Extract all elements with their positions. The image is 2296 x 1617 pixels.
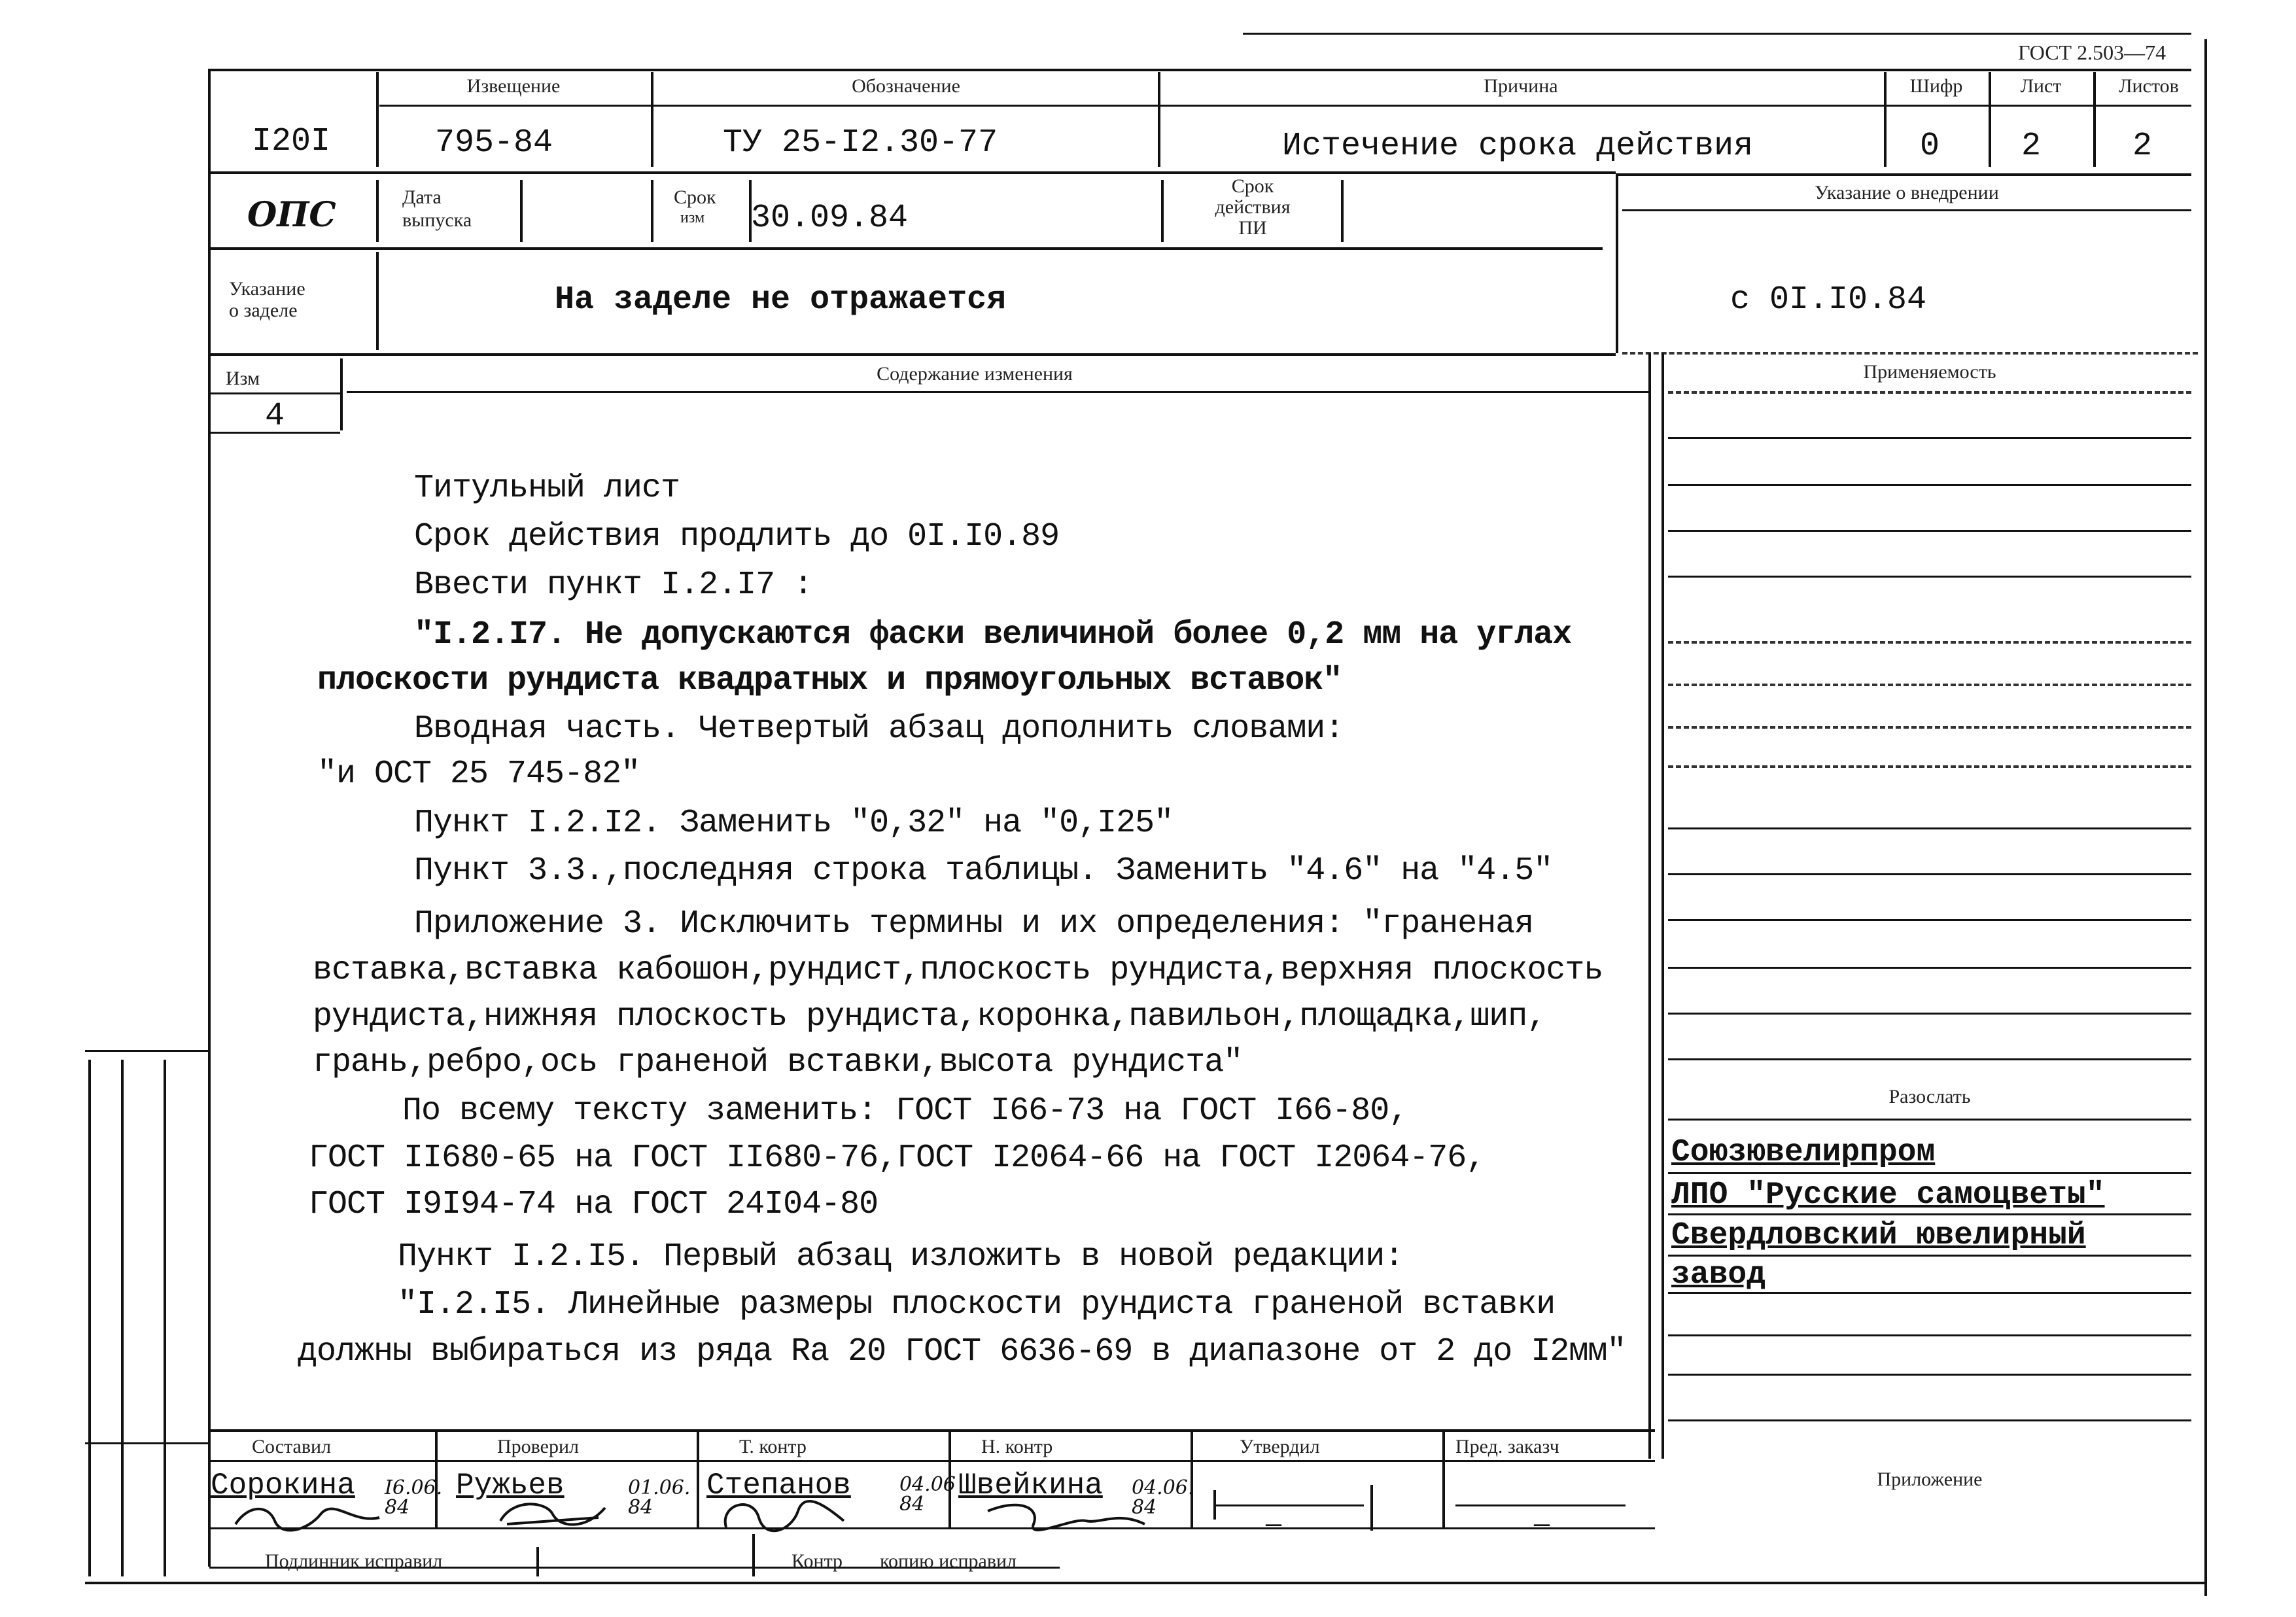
change-line: Пункт 3.3.,последняя строка таблицы. Заменить "4.6" на "4.5" bbox=[414, 852, 1553, 890]
compiled-label: Составил bbox=[252, 1436, 332, 1457]
change-num-value: 4 bbox=[265, 398, 285, 435]
term-validity-label-2: действия bbox=[1215, 196, 1291, 218]
term-change-label-2: изм bbox=[680, 209, 705, 226]
app-line bbox=[1668, 1374, 2191, 1376]
notice-label: Извещение bbox=[466, 75, 561, 97]
sig-sep bbox=[697, 1429, 699, 1527]
distribution-line-3: Свердловский ювелирный bbox=[1671, 1218, 2086, 1253]
impl-label-line bbox=[1622, 209, 2191, 211]
distribution-line-2: ЛПО "Русские самоцветы" bbox=[1671, 1177, 2105, 1213]
top-extra-line bbox=[1243, 33, 2191, 35]
approved-sep-b bbox=[1370, 1485, 1373, 1531]
sep-2 bbox=[651, 72, 653, 167]
code-label: Шифр bbox=[1909, 75, 1963, 97]
issue-date-label-1: Дата bbox=[402, 186, 442, 208]
sig-bottom-line bbox=[209, 1527, 1655, 1529]
footer-sep bbox=[752, 1534, 755, 1576]
backlog-label-2: о заделе bbox=[229, 300, 298, 321]
change-line: Срок действия продлить до 0I.I0.89 bbox=[414, 518, 1060, 555]
term-change-value: 30.09.84 bbox=[751, 200, 909, 237]
sig-label-line bbox=[209, 1460, 1655, 1462]
implementation-value: с 0I.I0.84 bbox=[1730, 281, 1927, 319]
checked-name: Ружьев bbox=[456, 1469, 565, 1503]
compiled-name: Сорокина bbox=[211, 1469, 355, 1503]
sig-sep bbox=[1442, 1429, 1445, 1527]
change-line: плоскости рундиста квадратных и прямоугольных вставок" bbox=[317, 662, 1342, 699]
row2-bottom bbox=[209, 247, 1603, 250]
change-line: ГОСТ I9I94-74 на ГОСТ 24I04-80 bbox=[309, 1186, 878, 1223]
sig-top-line bbox=[209, 1429, 1655, 1432]
app-line bbox=[1668, 1172, 2191, 1174]
appendix-label: Приложение bbox=[1877, 1469, 1983, 1490]
applicability-left-border bbox=[1661, 353, 1664, 1459]
applicability-label: Применяемость bbox=[1863, 361, 1996, 383]
term-validity-label-3: ПИ bbox=[1238, 217, 1267, 239]
change-line: рундиста,нижняя плоскость рундиста,коронка,павильон,площадка,шип, bbox=[313, 998, 1546, 1035]
change-line: "I.2.I5. Линейные размеры плоскости рундиста граненой вставки bbox=[398, 1286, 1556, 1323]
top-border bbox=[209, 69, 2191, 71]
tcontrol-label: Т. контр bbox=[739, 1436, 807, 1457]
sep-r3-1 bbox=[376, 252, 379, 350]
designation-label: Обозначение bbox=[852, 75, 960, 97]
margin-vline bbox=[164, 1060, 166, 1576]
sep-r2-3 bbox=[651, 180, 653, 242]
change-line: Вводная часть. Четвертый абзац дополнить словами: bbox=[414, 710, 1344, 748]
change-line: Титульный лист bbox=[414, 470, 680, 507]
designation-value: ТУ 25-I2.30-77 bbox=[723, 124, 998, 162]
margin-line bbox=[85, 1050, 209, 1052]
distribution-line-1: Союзювелирпром bbox=[1671, 1135, 1936, 1170]
change-line: вставка,вставка кабошон,рундист,плоскость рундиста,верхняя плоскость bbox=[313, 952, 1603, 989]
term-validity-label-1: Срок bbox=[1231, 175, 1274, 197]
content-right-border bbox=[1648, 353, 1651, 1459]
copy-label: копию исправил bbox=[880, 1550, 1017, 1572]
bottom-border bbox=[85, 1582, 2204, 1584]
approved-sep-line bbox=[1213, 1504, 1364, 1506]
change-line: грань,ребро,ось граненой вставки,высота рундиста" bbox=[313, 1044, 1243, 1081]
margin-vline bbox=[121, 1060, 124, 1576]
sep-r2-5 bbox=[1161, 180, 1164, 242]
app-line bbox=[1668, 641, 2191, 644]
row3-bottom bbox=[209, 353, 1616, 356]
sep-r2-1 bbox=[376, 180, 379, 242]
term-change-label-1: Срок bbox=[674, 186, 716, 208]
compiled-signature bbox=[229, 1498, 425, 1537]
change-line: должны выбираться из ряда Ra 20 ГОСТ 6636-69 в диапазоне от 2 до I2мм" bbox=[298, 1333, 1626, 1370]
checked-signature bbox=[487, 1495, 618, 1534]
change-line: Пункт I.2.I2. Заменить "0,32" на "0,I25" bbox=[414, 805, 1174, 842]
issue-date-label-2: выпуска bbox=[402, 209, 472, 231]
change-num-label: Изм bbox=[226, 368, 260, 389]
app-line bbox=[1668, 684, 2191, 686]
compiled-date: I6.06. 84 bbox=[385, 1476, 443, 1519]
tcontrol-signature bbox=[713, 1491, 863, 1537]
original-label: Подлинник исправил bbox=[265, 1550, 443, 1572]
sep-r2-2 bbox=[520, 180, 523, 242]
sheet-reg-number: I20I bbox=[252, 123, 331, 160]
sheet-value: 2 bbox=[2021, 128, 2042, 165]
app-line bbox=[1668, 1213, 2191, 1215]
distribution-label: Разослать bbox=[1888, 1086, 1971, 1107]
app-line bbox=[1668, 484, 2191, 486]
reason-value: Истечение срока действия bbox=[1282, 128, 1754, 165]
checked-label: Проверил bbox=[497, 1436, 579, 1457]
backlog-label-1: Указание bbox=[229, 278, 305, 300]
change-content-label: Содержание изменения bbox=[877, 363, 1073, 385]
app-line bbox=[1668, 827, 2191, 829]
app-line bbox=[1668, 391, 2191, 394]
tcontrol-name: Степанов bbox=[706, 1469, 851, 1503]
app-line bbox=[1668, 437, 2191, 439]
sep-r2-6 bbox=[1341, 180, 1344, 242]
sheets-label: Листов bbox=[2119, 75, 2179, 97]
sep-1 bbox=[376, 72, 379, 167]
sheet-label: Лист bbox=[2020, 75, 2062, 97]
control-label: Контр bbox=[791, 1550, 843, 1572]
tcontrol-date: 04.06 84 bbox=[899, 1473, 956, 1516]
app-line bbox=[1668, 1419, 2191, 1421]
sheets-value: 2 bbox=[2132, 128, 2153, 165]
change-line: По всему тексту заменить: ГОСТ I66-73 на ГОСТ I66-80, bbox=[402, 1092, 1408, 1130]
notice-value: 795-84 bbox=[435, 124, 553, 162]
app-line bbox=[1668, 919, 2191, 921]
app-line bbox=[1668, 1255, 2191, 1257]
client-label: Пред. заказч bbox=[1455, 1436, 1559, 1457]
distribution-line-4: завод bbox=[1671, 1257, 1766, 1293]
ncontrol-signature bbox=[981, 1491, 1151, 1537]
sep-3 bbox=[1158, 72, 1160, 167]
change-num-line bbox=[209, 392, 340, 394]
client-value: — bbox=[1534, 1511, 1550, 1540]
sep-5 bbox=[1989, 72, 1991, 167]
margin-vline bbox=[88, 1060, 91, 1576]
app-line bbox=[1668, 576, 2191, 578]
checked-date: 01.06. 84 bbox=[628, 1476, 691, 1519]
change-line: "и ОСТ 25 745-82" bbox=[317, 756, 640, 793]
approved-label: Утвердил bbox=[1240, 1436, 1320, 1457]
content-label-line bbox=[347, 391, 1648, 393]
change-line: Приложение 3. Исключить термины и их определения: "граненая bbox=[414, 905, 1534, 943]
app-line bbox=[1668, 1334, 2191, 1336]
right-border bbox=[2204, 39, 2207, 1596]
code-value: 0 bbox=[1920, 128, 1940, 165]
right-block-sep bbox=[1616, 173, 1618, 353]
row1-bottom bbox=[209, 171, 1616, 174]
standard-code: ГОСТ 2.503—74 bbox=[2018, 41, 2166, 64]
app-line bbox=[1668, 873, 2191, 875]
margin-line bbox=[85, 1442, 209, 1444]
app-line bbox=[1668, 530, 2191, 532]
approved-value: — bbox=[1266, 1511, 1282, 1540]
ncontrol-label: Н. контр bbox=[981, 1436, 1053, 1457]
footer-sep bbox=[536, 1547, 539, 1576]
change-line: Ввести пункт I.2.I7 : bbox=[414, 566, 813, 604]
change-num-bottom bbox=[209, 432, 340, 434]
dept-mark: ОПС bbox=[247, 195, 336, 235]
left-border bbox=[208, 69, 211, 1567]
change-line: "I.2.I7. Не допускаются фаски величиной более 0,2 мм на углах bbox=[414, 616, 1572, 653]
app-line bbox=[1668, 765, 2191, 768]
client-sep-line bbox=[1455, 1504, 1626, 1506]
ncontrol-name: Швейкина bbox=[958, 1469, 1103, 1503]
backlog-value: На заделе не отражается bbox=[555, 281, 1007, 319]
change-num-sep bbox=[340, 358, 343, 430]
change-line: ГОСТ II680-65 на ГОСТ II680-76,ГОСТ I2064-66 на ГОСТ I2064-76, bbox=[309, 1139, 1486, 1177]
ncontrol-date: 04.06. 84 bbox=[1132, 1476, 1194, 1519]
app-line bbox=[1668, 1119, 2191, 1121]
app-line bbox=[1668, 1058, 2191, 1060]
sep-4 bbox=[1884, 72, 1887, 167]
app-line bbox=[1668, 967, 2191, 969]
app-line bbox=[1668, 1013, 2191, 1015]
row1-bottom-right bbox=[1616, 173, 2191, 176]
reason-label: Причина bbox=[1484, 75, 1558, 97]
implementation-label: Указание о внедрении bbox=[1815, 182, 1999, 203]
sep-6 bbox=[2093, 72, 2096, 167]
row3-bottom-right bbox=[1622, 352, 2198, 355]
change-line: Пункт I.2.I5. Первый абзац изложить в новой редакции: bbox=[398, 1238, 1404, 1276]
app-line bbox=[1668, 726, 2191, 729]
